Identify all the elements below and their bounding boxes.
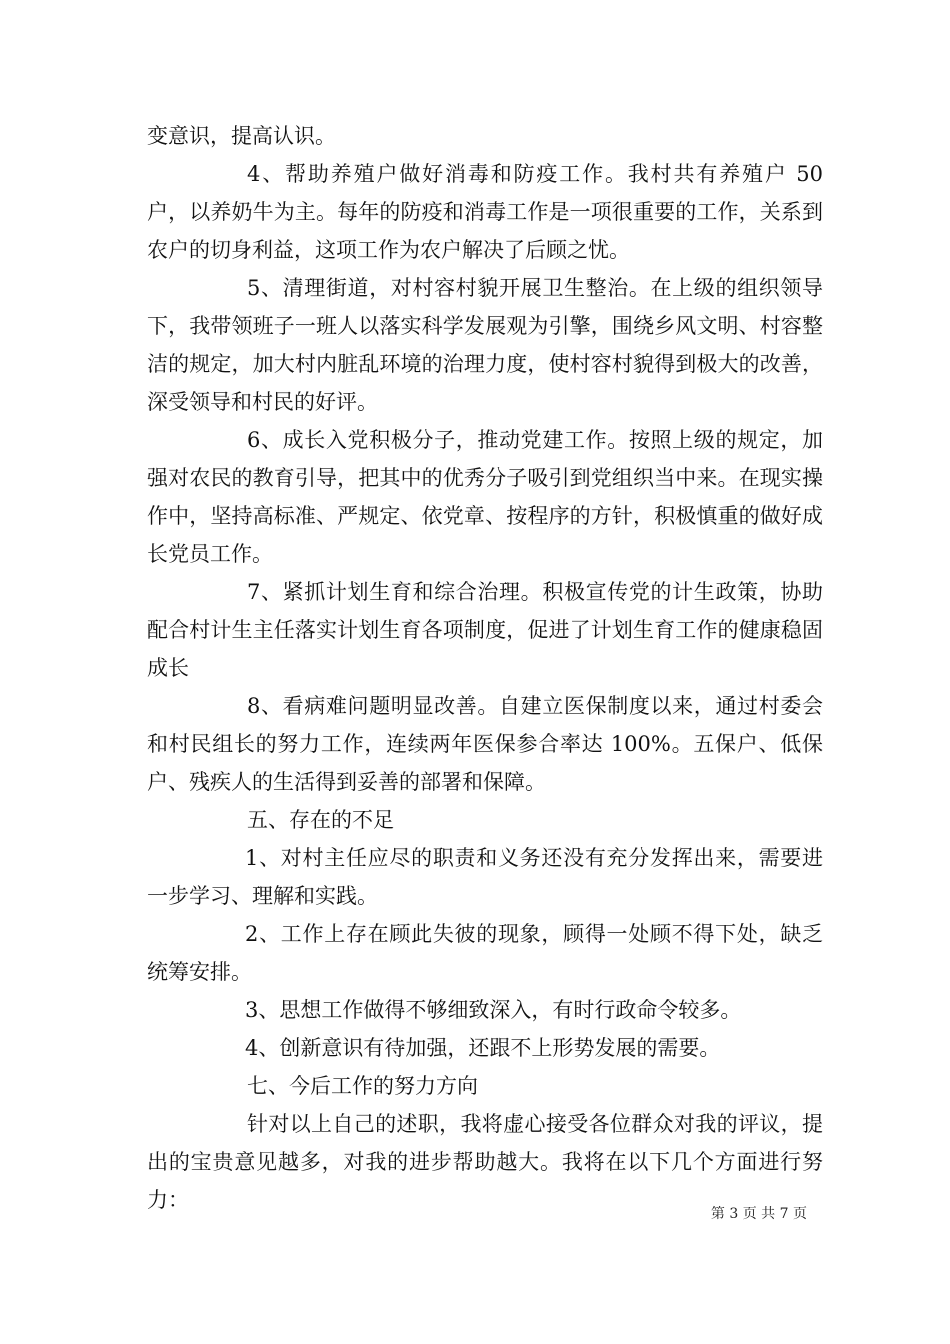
paragraph-shortcoming-3: 3、思想工作做得不够细致深入，有时行政命令较多。 [245,998,742,1022]
paragraph-shortcoming-2: 2、工作上存在顾此失彼的现象，顾得一处顾不得下处，缺乏统筹安排。 [147,922,823,984]
paragraph-shortcoming-1: 1、对村主任应尽的职责和义务还没有充分发挥出来，需要进一步学习、理解和实践。 [147,846,823,908]
paragraph-item-7: 7、紧抓计划生育和综合治理。积极宣传党的计生政策，协助配合村计生主任落实计划生育各项制度，促进了计划生育工作的健康稳固成长 [147,580,823,680]
paragraph-item-6: 6、成长入党积极分子，推动党建工作。按照上级的规定，加强对农民的教育引导，把其中的优秀分子吸引到党组织当中来。在现实操作中，坚持高标准、严规定、依党章、按程序的方针，积极慎重的做好成长党员工作。 [147,428,823,566]
paragraph-shortcoming-4: 4、创新意识有待加强，还跟不上形势发展的需要。 [245,1036,721,1060]
section-heading-shortcomings: 五、存在的不足 [247,808,394,832]
section-heading-future-direction: 七、今后工作的努力方向 [247,1074,478,1098]
paragraph-continuation: 变意识，提高认识。 [147,124,336,148]
page-number-footer: 第 3 页 共 7 页 [710,1206,807,1222]
paragraph-item-4: 4、帮助养殖户做好消毒和防疫工作。我村共有养殖户 50 户，以养奶牛为主。每年的防疫和消毒工作是一项很重要的工作，关系到农户的切身利益，这项工作为农户解决了后顾之忧。 [147,162,823,262]
paragraph-future-intro: 针对以上自己的述职，我将虚心接受各位群众对我的评议，提出的宝贵意见越多，对我的进步帮助越大。我将在以下几个方面进行努力： [147,1112,823,1212]
paragraph-item-5: 5、清理街道，对村容村貌开展卫生整治。在上级的组织领导下，我带领班子一班人以落实科学发展观为引擎，围绕乡风文明、村容整洁的规定，加大村内脏乱环境的治理力度，使村容村貌得到极大的改善，深受领导和村民的好评。 [147,276,823,414]
paragraph-item-8: 8、看病难问题明显改善。自建立医保制度以来，通过村委会和村民组长的努力工作，连续两年医保参合率达 100%。五保户、低保户、残疾人的生活得到妥善的部署和保障。 [147,694,823,794]
document-body [147,117,823,1219]
